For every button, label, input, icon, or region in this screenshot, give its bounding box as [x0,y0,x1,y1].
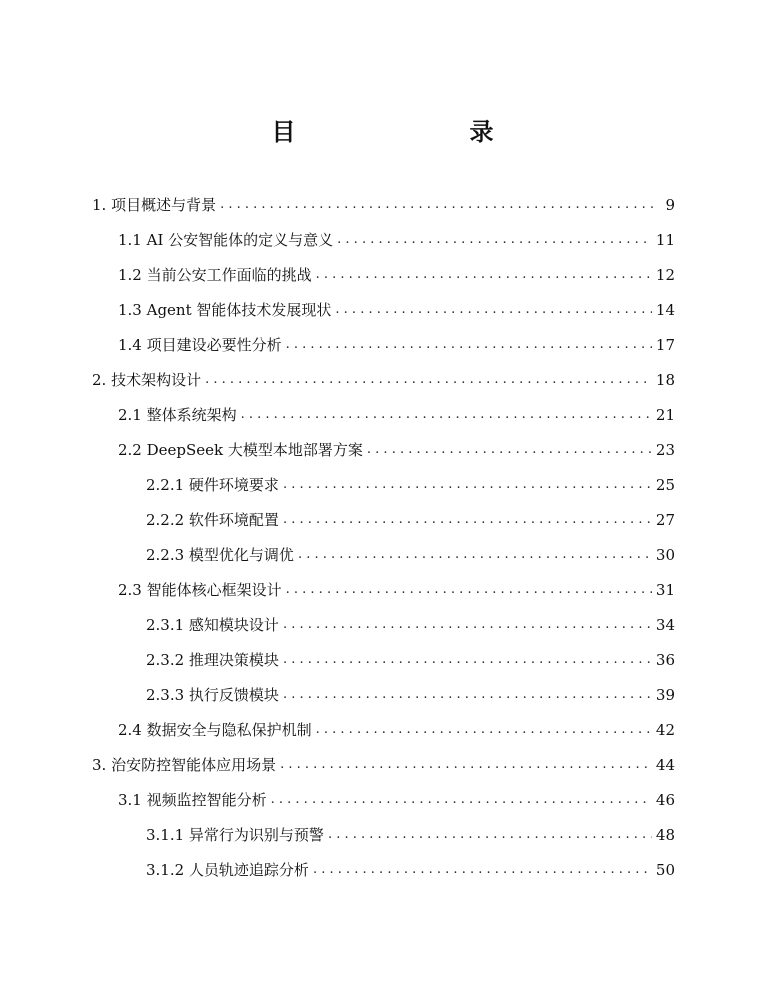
dot-leader [337,232,652,247]
dot-leader [328,827,652,842]
toc-entry-page: 30 [655,545,675,564]
toc-entry-page: 12 [655,265,675,284]
toc-entry-label: 1.1 AI 公安智能体的定义与意义 [118,231,334,249]
dot-leader [286,582,652,597]
toc-entry-label: 2.2.2 软件环境配置 [146,511,279,529]
toc-entry-label: 1.3 Agent 智能体技术发展现状 [118,301,332,319]
toc-entry[interactable] [118,712,675,747]
toc-entry-page: 39 [655,685,675,704]
dot-leader [367,442,652,457]
toc-entry-label: 2.3.3 执行反馈模块 [146,686,279,704]
toc-entry[interactable] [118,292,675,327]
dot-leader [335,302,652,317]
toc-entry-label: 2.3.2 推理决策模块 [146,651,279,669]
dot-leader [283,617,652,632]
dot-leader [283,687,652,702]
toc-entry-label: 2.4 数据安全与隐私保护机制 [118,721,312,739]
toc-entry[interactable] [146,677,675,712]
toc-entry-page: 14 [655,300,675,319]
toc-entry-page: 11 [655,230,675,249]
toc-entry[interactable] [92,362,675,397]
toc-entry-label: 1. 项目概述与背景 [92,196,217,214]
toc-entry[interactable] [92,747,675,782]
toc-entry-page: 44 [655,755,675,774]
toc-entry-label: 3.1.1 异常行为识别与预警 [146,826,324,844]
toc-entry-page: 48 [655,825,675,844]
toc-entry-page: 46 [655,790,675,809]
toc-entry-page: 18 [655,370,675,389]
toc-entry-label: 2.3.1 感知模块设计 [146,616,279,634]
toc-entry[interactable] [118,432,675,467]
dot-leader [280,757,652,772]
toc-entry-page: 31 [655,580,675,599]
toc-entry-page: 9 [665,195,675,214]
dot-leader [283,652,652,667]
toc-entry[interactable] [118,257,675,292]
toc-entry[interactable] [146,852,675,887]
toc-entry-label: 1.2 当前公安工作面临的挑战 [118,266,312,284]
toc-entry-label: 2.3 智能体核心框架设计 [118,581,282,599]
toc-entry-label: 3.1.2 人员轨迹追踪分析 [146,861,309,879]
dot-leader [316,722,652,737]
toc-entry-page: 17 [655,335,675,354]
toc-entry-label: 3.1 视频监控智能分析 [118,791,267,809]
toc-entry-page: 50 [655,860,675,879]
toc-entry-page: 36 [655,650,675,669]
dot-leader [241,407,652,422]
toc-entry-label: 2.1 整体系统架构 [118,406,237,424]
toc-entry[interactable] [146,817,675,852]
toc-entry[interactable] [118,222,675,257]
toc-entry[interactable] [146,467,675,502]
toc-entry-page: 42 [655,720,675,739]
toc-entry[interactable] [146,502,675,537]
toc-entry[interactable] [118,327,675,362]
toc-entry[interactable] [146,642,675,677]
toc-entry-page: 27 [655,510,675,529]
toc-entry-page: 23 [655,440,675,459]
toc-entry[interactable] [118,782,675,817]
toc-entry[interactable] [92,187,675,222]
toc-entry[interactable] [118,397,675,432]
toc-entry-label: 2. 技术架构设计 [92,371,202,389]
dot-leader [316,267,652,282]
toc-entry-label: 2.2 DeepSeek 大模型本地部署方案 [118,441,363,459]
dot-leader [271,792,652,807]
toc-entry-label: 3. 治安防控智能体应用场景 [92,756,277,774]
dot-leader [205,372,652,387]
dot-leader [283,477,652,492]
toc-entry-label: 2.2.3 模型优化与调优 [146,546,294,564]
toc-entry-page: 34 [655,615,675,634]
page-title: 目 录 [271,118,536,146]
dot-leader [286,337,652,352]
toc-entry[interactable] [146,537,675,572]
toc-entry-label: 2.2.1 硬件环境要求 [146,476,279,494]
dot-leader [220,197,653,212]
toc-entry[interactable] [146,607,675,642]
toc-entry-label: 1.4 项目建设必要性分析 [118,336,282,354]
toc-entry-page: 25 [655,475,675,494]
toc-entry[interactable] [118,572,675,607]
dot-leader [313,862,652,877]
dot-leader [298,547,652,562]
dot-leader [283,512,652,527]
toc-entry-page: 21 [655,405,675,424]
